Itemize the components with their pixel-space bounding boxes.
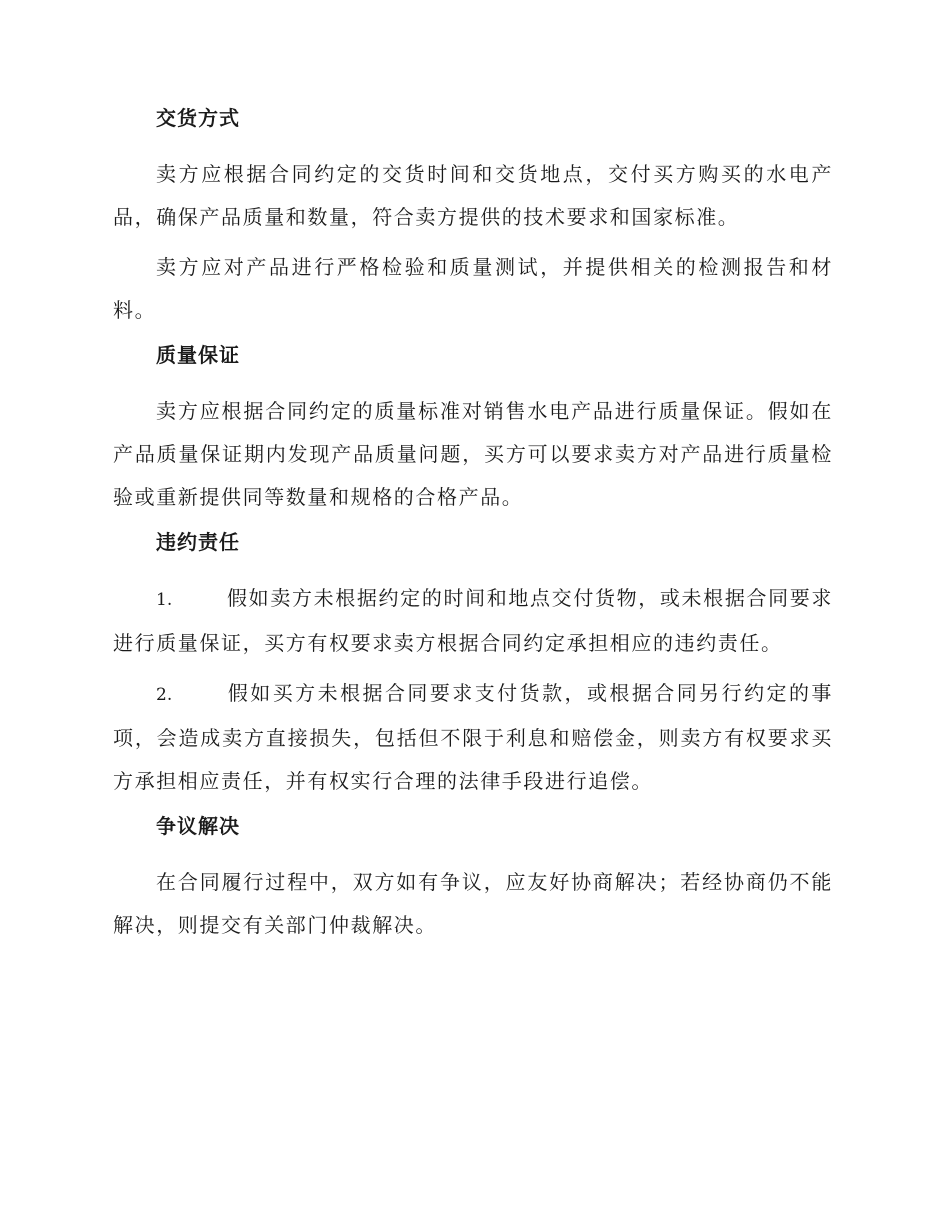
item-number: 2.	[156, 685, 173, 705]
paragraph: 在合同履行过程中，双方如有争议，应友好协商解决；若经协商仍不能解决，则提交有关部门仲裁解决。	[113, 870, 833, 937]
numbered-item	[113, 672, 833, 803]
section-heading: 交货方式	[156, 106, 240, 130]
section-delivery-method	[113, 105, 833, 332]
section-heading: 质量保证	[156, 343, 240, 367]
item-number: 1.	[156, 590, 173, 610]
item-text: 假如卖方未根据约定的时间和地点交付货物，或未根据合同要求进行质量保证，买方有权要求卖方根据合同约定承担相应的违约责任。	[113, 586, 833, 655]
document-body	[113, 105, 833, 954]
numbered-item	[113, 577, 833, 665]
paragraph: 卖方应根据合同约定的交货时间和交货地点，交付买方购买的水电产品，确保产品质量和数量，符合卖方提供的技术要求和国家标准。	[113, 162, 833, 229]
section-heading: 争议解决	[156, 814, 240, 838]
item-text: 假如买方未根据合同要求支付货款，或根据合同另行约定的事项，会造成卖方直接损失，包括但不限于利息和赔偿金，则卖方有权要求买方承担相应责任，并有权实行合理的法律手段进行追偿。	[113, 681, 833, 793]
section-quality-guarantee	[113, 342, 833, 519]
paragraph: 卖方应对产品进行严格检验和质量测试，并提供相关的检测报告和材料。	[113, 255, 833, 322]
section-breach-liability	[113, 529, 833, 803]
section-heading: 违约责任	[156, 530, 240, 554]
section-dispute-resolution	[113, 813, 833, 947]
paragraph: 卖方应根据合同约定的质量标准对销售水电产品进行质量保证。假如在产品质量保证期内发现产品质量问题，买方可以要求卖方对产品进行质量检验或重新提供同等数量和规格的合格产品。	[113, 399, 833, 509]
